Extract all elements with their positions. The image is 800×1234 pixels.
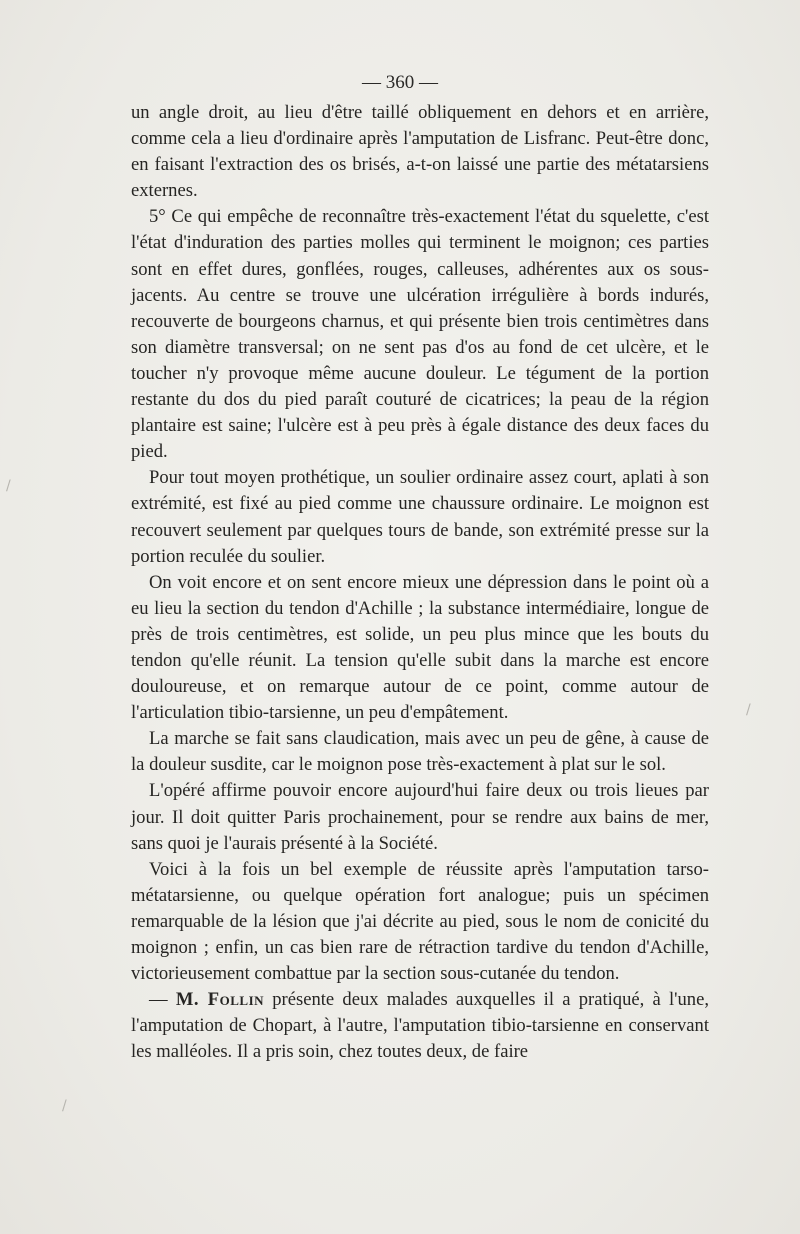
paragraph: La marche se fait sans claudication, mais avec un peu de gêne, à cause de la douleur susdite, car le moignon pose très-exactement à plat sur le sol. [131,728,709,776]
paragraph: 5° Ce qui empêche de reconnaître très-exactement l'état du squelette, c'est l'état d'induration des parties molles qui terminent le moignon; ces parties sont en effet dures, gonflées, rouges, calleuses, adhérentes aux os sous-jacents. Au centre se trouve une ulcération irrégulière à bords indurés, recouverte de bourgeons charnus, et qui présente bien trois centimètres dans son diamètre transversal; on ne sent pas d'os au fond de cet ulcère, et le toucher n'y provoque même aucune douleur. Le tégument de la portion restante du dos du pied paraît couturé de cicatrices; la peau de la région plantaire est saine; l'ulcère est à peu près à égale distance des deux faces du pied. [131,206,709,463]
margin-mark: / [62,1098,67,1114]
margin-mark: / [746,702,751,718]
margin-mark: / [6,478,11,494]
paragraph: Pour tout moyen prothétique, un soulier ordinaire assez court, aplati à son extrémité, est fixé au pied comme une chaussure ordinaire. Le moignon est recouvert seulement par quelques tours de bande, son extrémité presse sur la portion reculée du soulier. [131,467,709,567]
em-dash: — [149,989,176,1011]
body-text [131,100,709,1065]
paragraph: Voici à la fois un bel exemple de réussite après l'amputation tarso-métatarsienne, ou quelque opération fort analogue; puis un spécimen remarquable de la lésion que j'ai décrite au pied, sous le nom de conicité du moignon ; enfin, un cas bien rare de rétraction tardive du tendon d'Achille, victorieusement combattue par la section sous-cutanée du tendon. [131,858,709,985]
paragraph: On voit encore et on sent encore mieux une dépression dans le point où a eu lieu la section du tendon d'Achille ; la substance intermédiaire, longue de près de trois centimètres, est solide, un peu plus mince que les bouts du tendon qu'elle réunit. La tension qu'elle subit dans la marche est encore douloureuse, et on remarque autour de ce point, comme autour de l'articulation tibio-tarsienne, un peu d'empâtement. [131,571,709,724]
page-number: — 360 — [362,72,438,93]
paragraph-follin [131,987,709,1065]
paragraph: L'opéré affirme pouvoir encore aujourd'hui faire deux ou trois lieues par jour. Il doit quitter Paris prochainement, pour se rendre aux bains de mer, sans quoi je l'aurais présenté à la Société. [131,780,709,854]
paragraph: un angle droit, au lieu d'être taillé obliquement en dehors et en arrière, comme cela a lieu d'ordinaire après l'amputation de Lisfranc. Peut-être donc, en faisant l'extraction des os brisés, a-t-on laissé une partie des métatarsiens externes. [131,102,709,202]
speaker-name: M. Follin [175,989,265,1011]
paragraph-text: présente deux malades auxquelles il a pratiqué, à l'une, l'amputation de Chopart, à l'autre, l'amputation tibio-tarsienne en conservant les malléoles. Il a pris soin, chez toutes deux, de faire [131,989,709,1063]
